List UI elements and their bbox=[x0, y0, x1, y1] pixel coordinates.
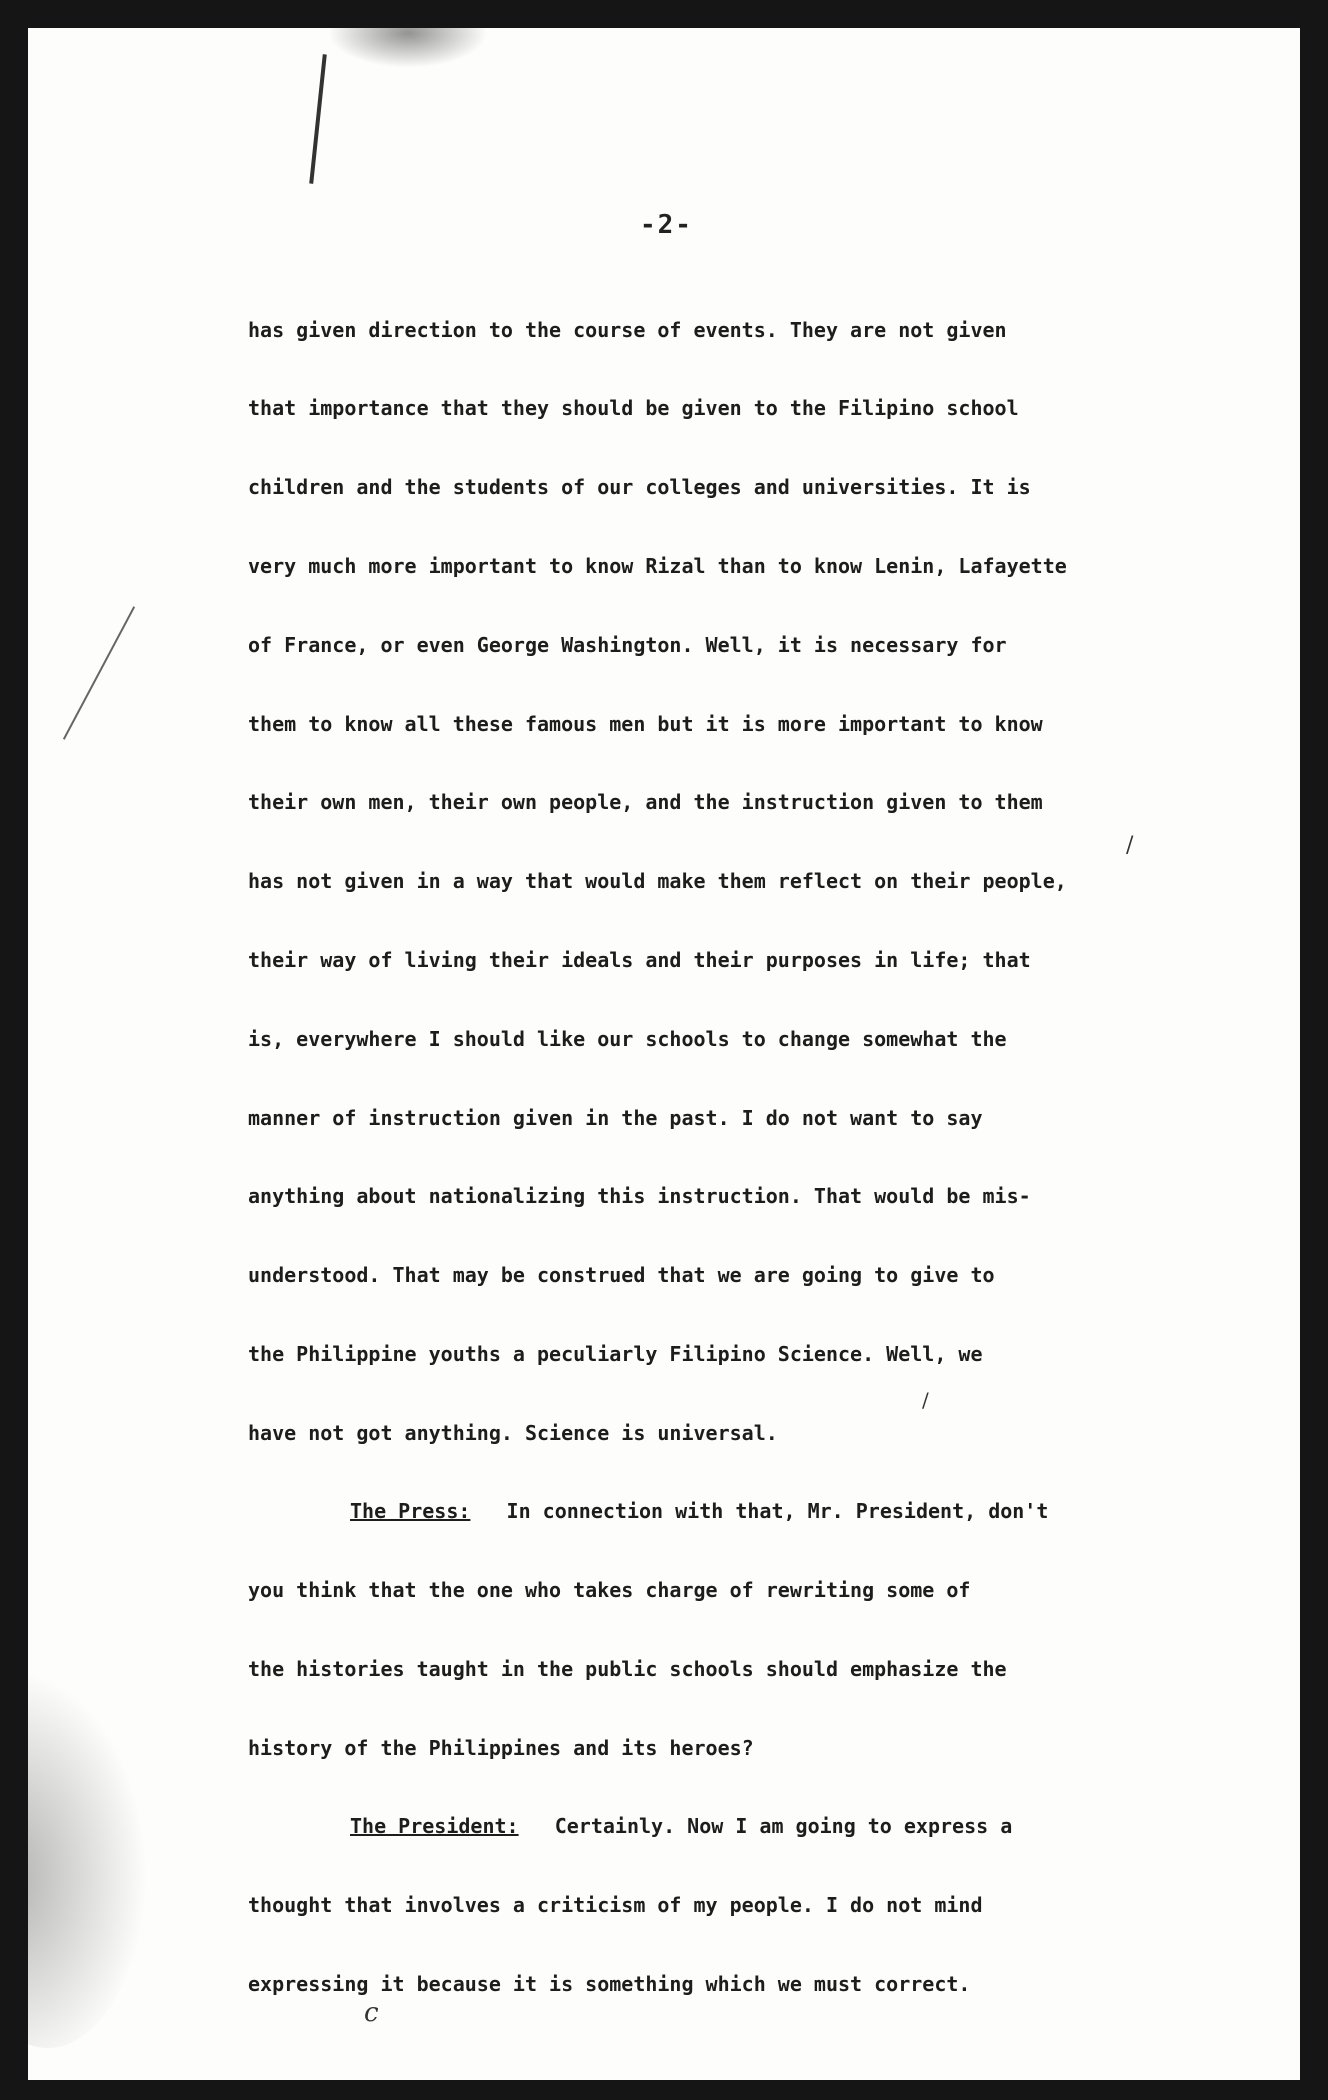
scan-smudge-left-edge bbox=[28, 1668, 148, 2048]
text-line: understood. That may be construed that we are going to give to bbox=[248, 1263, 995, 1287]
text-line: that importance that they should be given to the Filipino school bbox=[248, 396, 1019, 420]
text-line: manner of instruction given in the past. I do not want to say bbox=[248, 1106, 983, 1130]
scan-diagonal-mark bbox=[63, 606, 135, 739]
text-line: them to know all these famous men but it is more important to know bbox=[248, 712, 1043, 736]
text-line: very much more important to know Rizal than to know Lenin, Lafayette bbox=[248, 554, 1067, 578]
text-line: their own men, their own people, and the instruction given to them bbox=[248, 790, 1043, 814]
text-line: expressing it because it is something which we must correct. bbox=[248, 1972, 971, 1996]
text-line: anything about nationalizing this instruction. That would be mis- bbox=[248, 1184, 1031, 1208]
scan-scratch-mark bbox=[309, 54, 327, 184]
text-line: children and the students of our colleges and universities. It is bbox=[248, 475, 1031, 499]
speaker-label-president: The President: bbox=[350, 1814, 519, 1838]
text-line: you think that the one who takes charge of rewriting some of bbox=[248, 1578, 971, 1602]
tick-mark: / bbox=[922, 1388, 929, 1412]
text-line: has not given in a way that would make them reflect on their people, bbox=[248, 869, 1067, 893]
speaker-label-press: The Press: bbox=[350, 1499, 471, 1523]
text-line: history of the Philippines and its heroes? bbox=[248, 1736, 754, 1760]
press-question-text: In connection with that, Mr. President, don't bbox=[506, 1499, 1049, 1523]
text-line: thought that involves a criticism of my people. I do not mind bbox=[248, 1893, 983, 1917]
text-line: the Philippine youths a peculiarly Filipino Science. Well, we bbox=[248, 1342, 983, 1366]
page-number: -2- bbox=[640, 210, 693, 240]
text-line: the histories taught in the public schools should emphasize the bbox=[248, 1657, 1007, 1681]
handwritten-mark: c bbox=[364, 1998, 379, 2028]
text-line: of France, or even George Washington. Well, it is necessary for bbox=[248, 633, 1007, 657]
press-question-first-line bbox=[350, 1497, 1048, 1525]
president-answer-text: Certainly. Now I am going to express a bbox=[554, 1814, 1013, 1838]
document-page bbox=[28, 28, 1300, 2080]
text-line: their way of living their ideals and their purposes in life; that bbox=[248, 948, 1031, 972]
president-answer-first-line bbox=[350, 1812, 1012, 1840]
text-line: have not got anything. Science is universal. bbox=[248, 1421, 778, 1445]
tick-mark: / bbox=[1126, 833, 1134, 858]
text-line: is, everywhere I should like our schools to change somewhat the bbox=[248, 1027, 1007, 1051]
text-line: has given direction to the course of events. They are not given bbox=[248, 318, 1007, 342]
scan-smudge-top bbox=[328, 28, 488, 68]
